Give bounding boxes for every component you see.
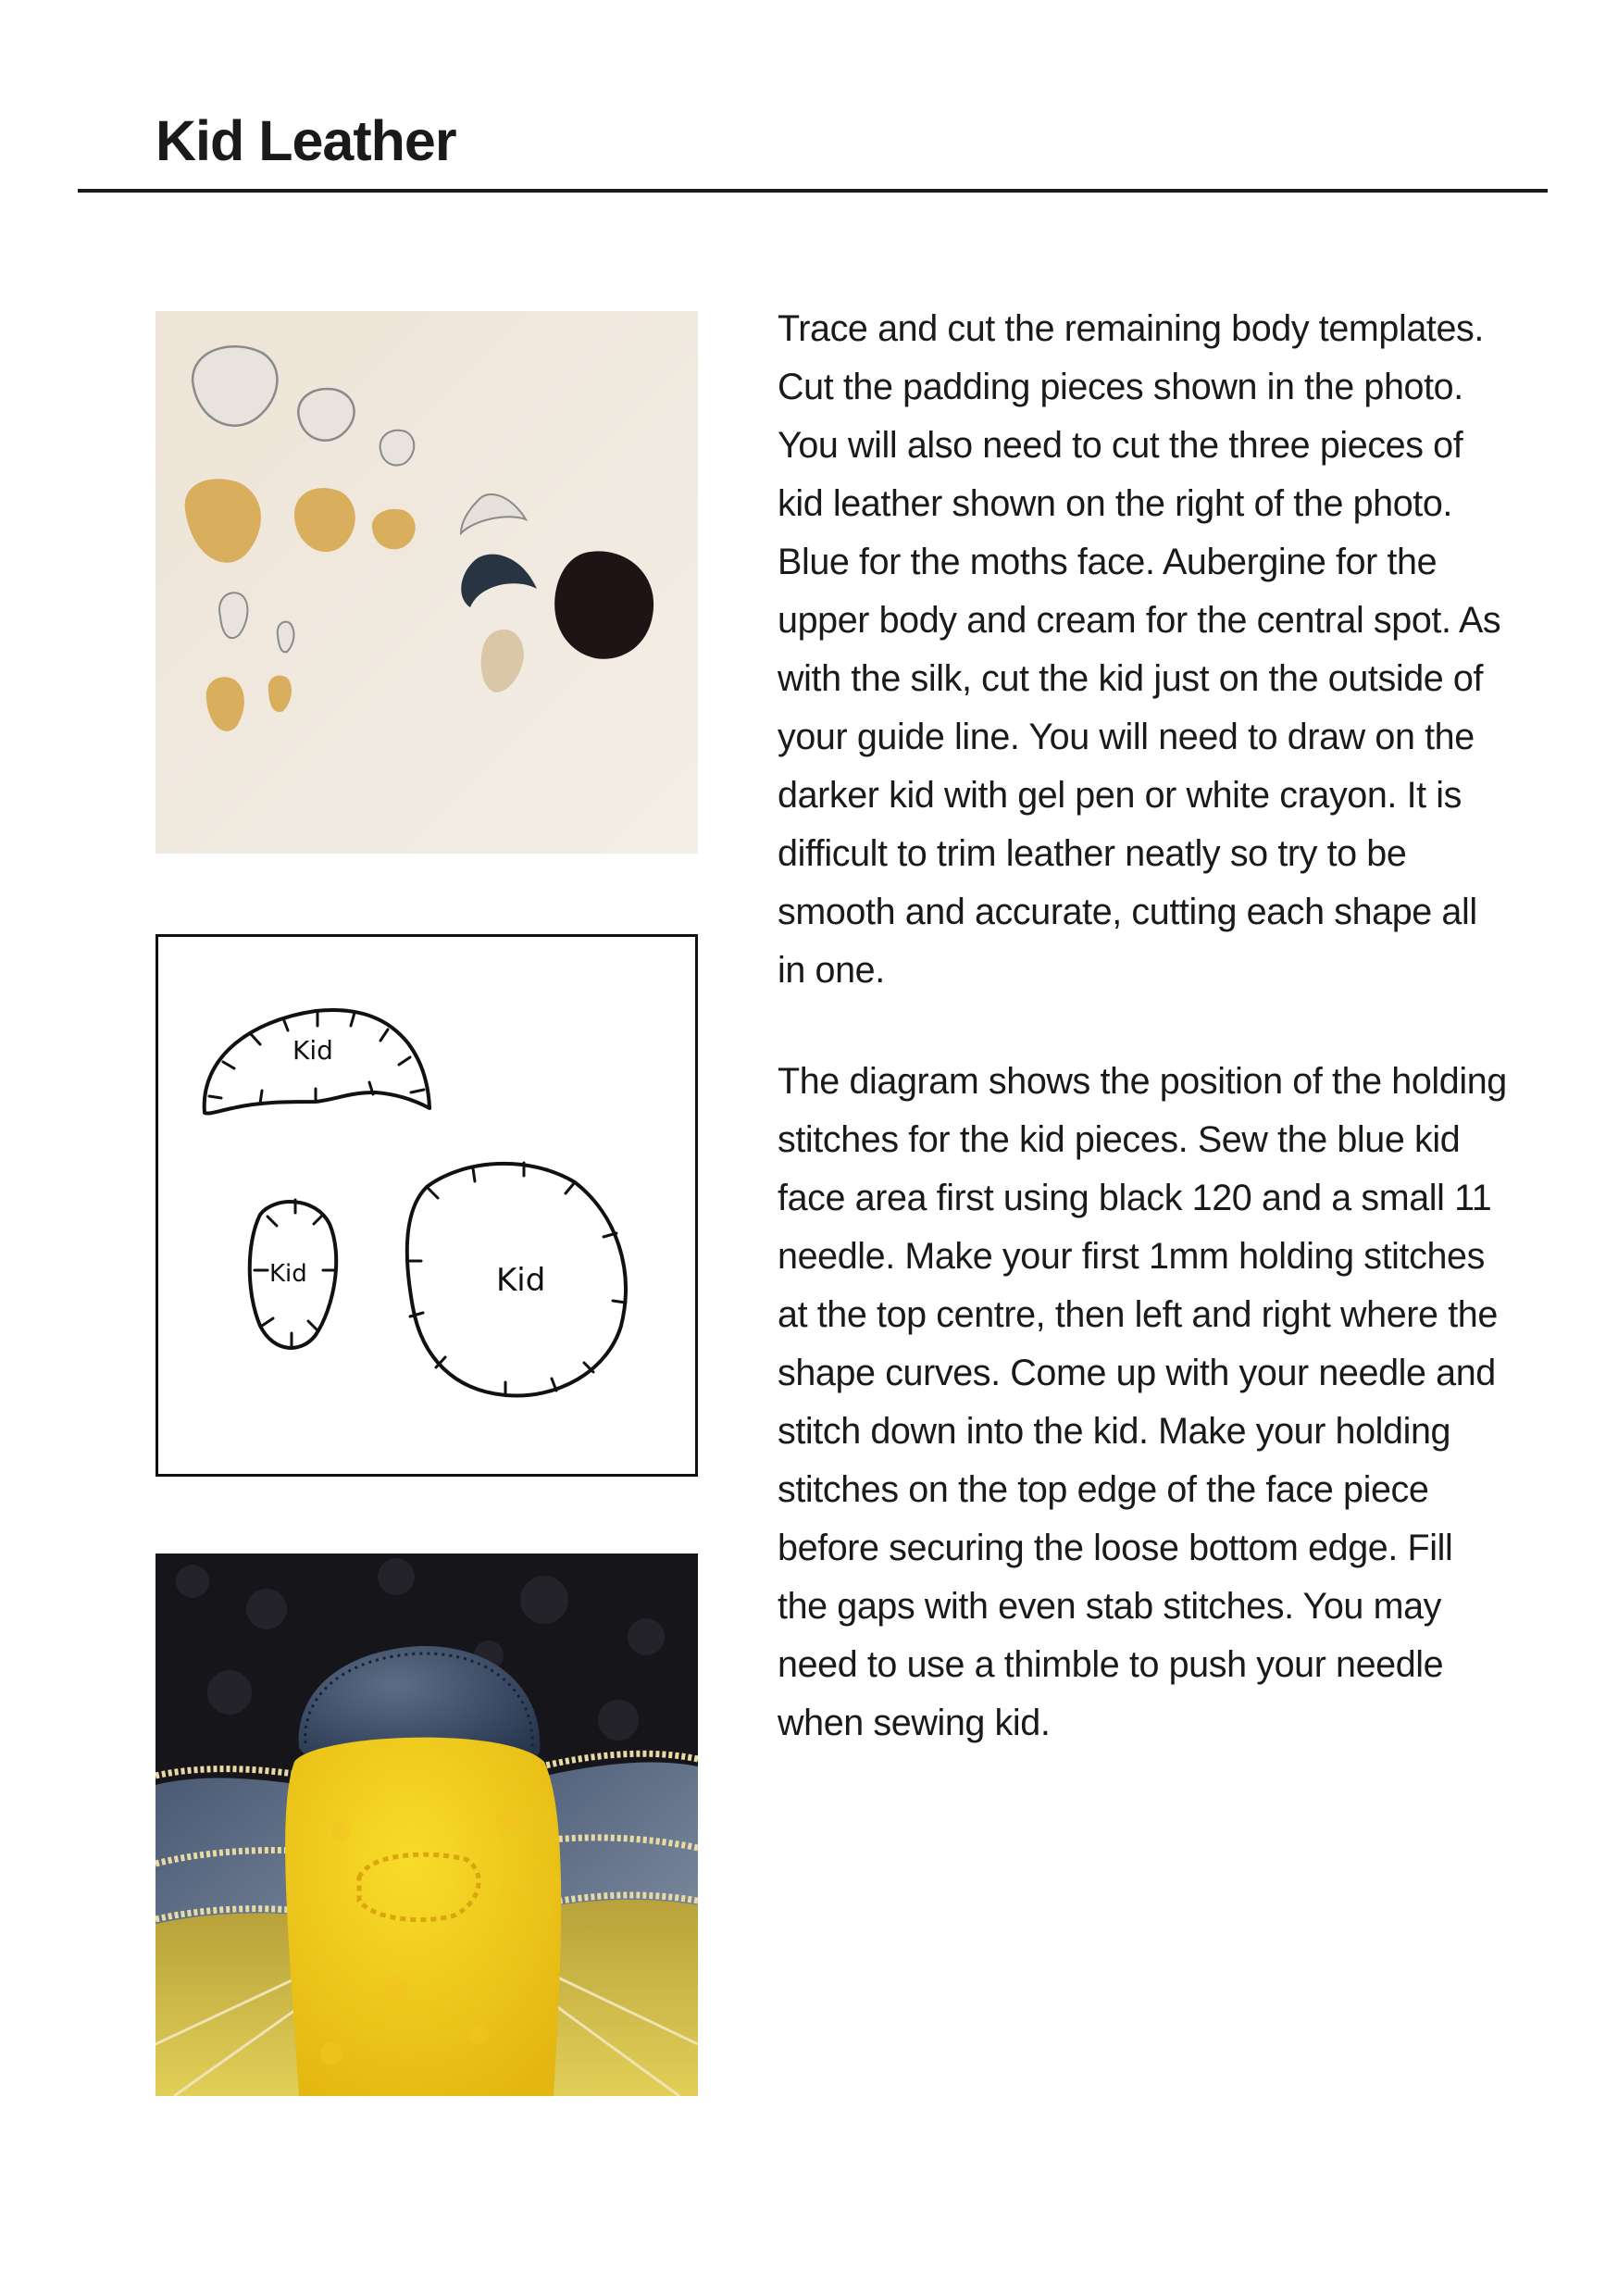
diagram-label-crescent: Kid xyxy=(292,1035,333,1066)
page-title: Kid Leather xyxy=(156,109,456,172)
stitched-moth-photo xyxy=(156,1554,698,2096)
title-divider xyxy=(78,189,1548,193)
template-pieces-photo xyxy=(156,311,698,854)
instructions-paragraph-stitching: The diagram shows the position of the holding stitches for the kid pieces. Sew the blue kid face area first using black 120 and a small 11 needle. Make your first 1mm holding stitches at the top centre, then left and right where the shape curves. Come up with your needle and stitch down into the kid. Make your holding stitches on the top edge of the face piece before securing the loose bottom edge. Fill the gaps with even stab stitches. You may need to use a thimble to push your needle when sewing kid. xyxy=(778,1061,1507,1743)
instructions-paragraph-cutting: Trace and cut the remaining body templates. Cut the padding pieces shown in the photo. You will also need to cut the three pieces of kid leather shown on the right of the photo. Blue for the moths face. Aubergine for the upper body and cream for the central spot. As with the silk, cut the kid just on the outside of your guide line. You will need to draw on the darker kid with gel pen or white crayon. It is difficult to trim leather neatly so try to be smooth and accurate, cutting each shape all in one. xyxy=(778,308,1501,991)
holding-stitches-diagram xyxy=(156,934,698,1477)
diagram-label-oval: Kid xyxy=(269,1260,307,1288)
diagram-label-round: Kid xyxy=(496,1262,546,1299)
